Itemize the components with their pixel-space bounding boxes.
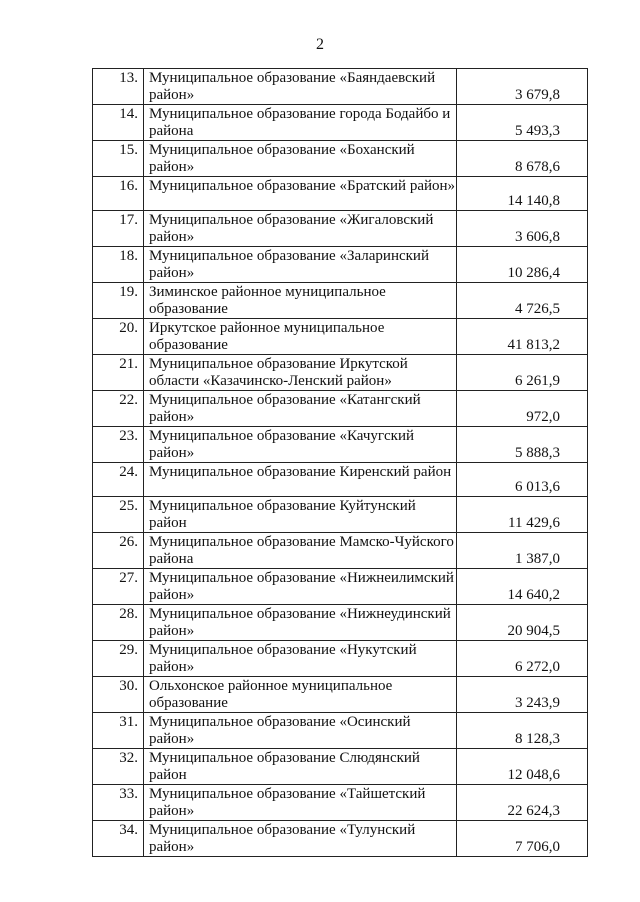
municipality-name: Зиминское районное муниципальное образование [144,282,457,318]
municipality-name: Муниципальное образование «Осинский район» [144,712,457,748]
municipality-name: Муниципальное образование «Баяндаевский район» [144,69,457,105]
table-row [93,748,588,784]
table-row [93,462,588,496]
table-row [93,820,588,856]
page-number: 2 [316,36,324,53]
table-row [93,676,588,712]
row-number: 23. [93,426,144,462]
amount-value: 7 706,0 [457,820,588,856]
table-row [93,390,588,426]
table-row [93,105,588,141]
row-number: 13. [93,69,144,105]
municipality-name: Ольхонское районное муниципальное образование [144,676,457,712]
table-row [93,532,588,568]
table-row [93,640,588,676]
municipality-name: Муниципальное образование города Бодайбо и района [144,105,457,141]
row-number: 31. [93,712,144,748]
amount-value: 20 904,5 [457,604,588,640]
row-number: 17. [93,210,144,246]
row-number: 16. [93,177,144,211]
municipality-name: Муниципальное образование «Тайшетский район» [144,784,457,820]
row-number: 30. [93,676,144,712]
table-row [93,282,588,318]
municipality-name: Иркутское районное муниципальное образование [144,318,457,354]
municipality-name: Муниципальное образование «Нукутский район» [144,640,457,676]
row-number: 33. [93,784,144,820]
municipality-name: Муниципальное образование «Нижнеилимский район» [144,568,457,604]
budget-table-body [93,69,588,857]
row-number: 15. [93,141,144,177]
amount-value: 972,0 [457,390,588,426]
municipality-name: Муниципальное образование «Заларинский район» [144,246,457,282]
table-row [93,318,588,354]
amount-value: 3 606,8 [457,210,588,246]
amount-value: 10 286,4 [457,246,588,282]
table-row [93,177,588,211]
row-number: 20. [93,318,144,354]
amount-value: 14 140,8 [457,177,588,211]
municipality-name: Муниципальное образование «Братский район» [144,177,457,211]
table-row [93,354,588,390]
row-number: 14. [93,105,144,141]
amount-value: 3 243,9 [457,676,588,712]
row-number: 25. [93,496,144,532]
amount-value: 6 272,0 [457,640,588,676]
municipality-name: Муниципальное образование «Качугский район» [144,426,457,462]
table-row [93,210,588,246]
table-row [93,141,588,177]
amount-value: 22 624,3 [457,784,588,820]
table-row [93,496,588,532]
table-row [93,568,588,604]
table-row [93,69,588,105]
amount-value: 3 679,8 [457,69,588,105]
table-row [93,712,588,748]
amount-value: 5 888,3 [457,426,588,462]
municipality-name: Муниципальное образование Слюдянский район [144,748,457,784]
municipal-budget-table [92,68,588,857]
row-number: 28. [93,604,144,640]
municipality-name: Муниципальное образование Киренский район [144,462,457,496]
table-row [93,784,588,820]
municipality-name: Муниципальное образование «Боханский район» [144,141,457,177]
amount-value: 11 429,6 [457,496,588,532]
municipality-name: Муниципальное образование «Жигаловский район» [144,210,457,246]
row-number: 34. [93,820,144,856]
row-number: 24. [93,462,144,496]
municipality-name: Муниципальное образование Куйтунский район [144,496,457,532]
row-number: 32. [93,748,144,784]
municipality-name: Муниципальное образование Иркутской области «Казачинско-Ленский район» [144,354,457,390]
amount-value: 4 726,5 [457,282,588,318]
table-row [93,426,588,462]
row-number: 19. [93,282,144,318]
table-row [93,604,588,640]
table-row [93,246,588,282]
row-number: 29. [93,640,144,676]
municipality-name: Муниципальное образование «Нижнеудинский район» [144,604,457,640]
amount-value: 8 128,3 [457,712,588,748]
municipality-name: Муниципальное образование «Катангский район» [144,390,457,426]
amount-value: 8 678,6 [457,141,588,177]
row-number: 22. [93,390,144,426]
amount-value: 12 048,6 [457,748,588,784]
row-number: 27. [93,568,144,604]
municipality-name: Муниципальное образование «Тулунский район» [144,820,457,856]
row-number: 21. [93,354,144,390]
amount-value: 1 387,0 [457,532,588,568]
amount-value: 5 493,3 [457,105,588,141]
amount-value: 6 013,6 [457,462,588,496]
row-number: 26. [93,532,144,568]
row-number: 18. [93,246,144,282]
amount-value: 6 261,9 [457,354,588,390]
amount-value: 41 813,2 [457,318,588,354]
amount-value: 14 640,2 [457,568,588,604]
municipality-name: Муниципальное образование Мамско-Чуйского района [144,532,457,568]
